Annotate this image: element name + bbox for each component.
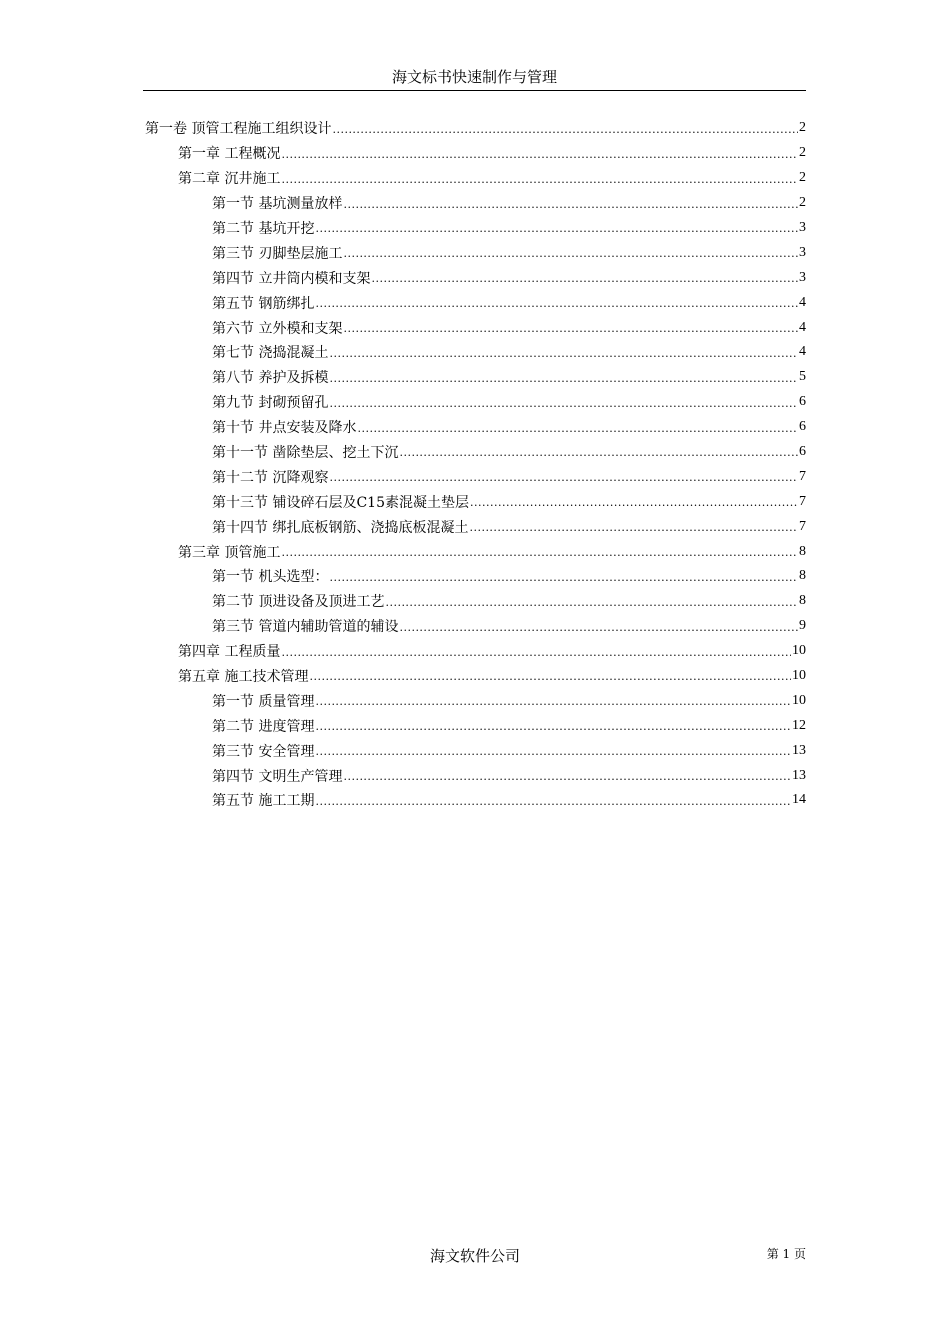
toc-entry-label: 第十三节 铺设碎石层及C15素混凝土垫层	[212, 494, 469, 511]
toc-entry-label: 第一节 基坑测量放样	[212, 196, 343, 213]
toc-leader-dots	[315, 695, 791, 713]
toc-entry-page: 2	[799, 145, 806, 161]
toc-entry-page: 13	[792, 767, 806, 783]
toc-entry-label: 第五节 施工工期	[212, 793, 315, 810]
toc-entry-label: 第十二节 沉降观察	[212, 469, 329, 486]
toc-entry-page: 4	[799, 294, 806, 310]
toc-entry[interactable]	[143, 664, 806, 689]
page-header: 海文标书快速制作与管理	[143, 66, 806, 91]
toc-entry-label: 第八节 养护及拆模	[212, 370, 329, 387]
toc-entry[interactable]	[143, 514, 806, 539]
toc-leader-dots	[371, 272, 798, 290]
toc-entry-label: 第一章 工程概况	[178, 146, 281, 163]
toc-entry[interactable]	[143, 290, 806, 315]
toc-leader-dots	[281, 148, 798, 166]
toc-entry[interactable]	[143, 464, 806, 489]
toc-entry[interactable]	[143, 539, 806, 564]
toc-leader-dots	[309, 670, 791, 688]
toc-entry-page: 9	[799, 618, 806, 634]
toc-entry-label: 第十四节 绑扎底板钢筋、浇捣底板混凝土	[212, 519, 469, 536]
toc-entry-label: 第五节 钢筋绑扎	[212, 295, 315, 312]
toc-entry[interactable]	[143, 639, 806, 664]
toc-entry[interactable]	[143, 265, 806, 290]
toc-entry[interactable]	[143, 415, 806, 440]
toc-entry[interactable]	[143, 489, 806, 514]
toc-entry[interactable]	[143, 589, 806, 614]
toc-entry[interactable]	[143, 738, 806, 763]
toc-entry-label: 第一节 质量管理	[212, 693, 315, 710]
toc-leader-dots	[469, 521, 798, 539]
toc-entry-label: 第十节 井点安装及降水	[212, 420, 357, 437]
toc-entry[interactable]	[143, 564, 806, 589]
toc-entry-page: 7	[799, 468, 806, 484]
toc-entry-page: 3	[799, 220, 806, 235]
toc-leader-dots	[315, 297, 798, 315]
toc-entry-page: 10	[792, 692, 806, 708]
toc-entry-page: 2	[799, 170, 806, 186]
toc-leader-dots	[399, 621, 798, 639]
toc-leader-dots	[281, 173, 798, 191]
toc-entry-page: 4	[799, 344, 806, 360]
toc-entry-label: 第四章 工程质量	[178, 644, 281, 661]
toc-leader-dots	[281, 646, 791, 664]
toc-entry-label: 第二节 基坑开挖	[212, 221, 315, 237]
footer-company: 海文软件公司	[429, 1247, 520, 1265]
toc-leader-dots	[343, 770, 791, 788]
toc-entry-label: 第十一节 凿除垫层、挖土下沉	[212, 445, 399, 462]
toc-entry-page: 8	[799, 568, 806, 584]
toc-entry-page: 7	[799, 493, 806, 509]
toc-leader-dots	[315, 222, 798, 240]
toc-entry-label: 第二章 沉井施工	[178, 171, 281, 188]
toc-leader-dots	[281, 546, 798, 564]
toc-entry[interactable]	[143, 141, 806, 166]
toc-entry-page: 2	[799, 195, 806, 211]
toc-entry[interactable]	[143, 166, 806, 191]
toc-entry[interactable]	[143, 713, 806, 738]
toc-leader-dots	[329, 347, 798, 365]
toc-entry[interactable]	[143, 614, 806, 639]
toc-entry-page: 10	[792, 668, 806, 684]
toc-entry[interactable]	[143, 116, 806, 141]
toc-entry-page: 7	[799, 518, 806, 534]
toc-entry-page: 12	[792, 717, 806, 733]
toc-entry-page: 5	[799, 369, 806, 385]
toc-leader-dots	[329, 397, 798, 415]
toc-entry-label: 第三章 顶管施工	[178, 544, 281, 561]
toc-leader-dots	[329, 372, 798, 390]
toc-entry-page: 4	[799, 319, 806, 335]
toc-entry-label: 第九节 封砌预留孔	[212, 395, 329, 412]
toc-entry-label: 第四节 文明生产管理	[212, 768, 343, 785]
toc-entry[interactable]	[143, 240, 806, 265]
toc-entry[interactable]	[143, 390, 806, 415]
toc-entry-page: 6	[799, 419, 806, 435]
toc-leader-dots	[315, 720, 791, 738]
toc-leader-dots	[329, 571, 798, 589]
toc-entry-page: 8	[799, 593, 806, 609]
toc-entry-label: 第七节 浇捣混凝土	[212, 345, 329, 362]
toc-leader-dots	[343, 247, 798, 265]
toc-entry[interactable]	[143, 191, 806, 216]
toc-entry-label: 第二节 进度管理	[212, 718, 315, 735]
toc-entry-page: 14	[792, 792, 806, 808]
toc-entry[interactable]	[143, 763, 806, 788]
toc-leader-dots	[332, 123, 798, 141]
toc-leader-dots	[399, 446, 798, 464]
toc-entry-page: 2	[799, 120, 806, 136]
toc-entry-page: 6	[799, 444, 806, 460]
toc-entry[interactable]	[143, 315, 806, 340]
toc-entry[interactable]	[143, 688, 806, 713]
toc-entry-label: 第五章 施工技术管理	[178, 669, 309, 686]
toc-leader-dots	[315, 795, 791, 813]
toc-entry-label: 第一卷 顶管工程施工组织设计	[145, 121, 332, 138]
toc-entry-page: 10	[792, 643, 806, 659]
toc-entry-label: 第三节 安全管理	[212, 743, 315, 760]
toc-leader-dots	[470, 496, 798, 514]
table-of-contents	[143, 116, 806, 813]
toc-entry-page: 3	[799, 269, 806, 285]
toc-entry-label: 第三节 管道内辅助管道的辅设	[212, 619, 399, 636]
toc-leader-dots	[329, 471, 798, 489]
toc-entry-label: 第二节 顶进设备及顶进工艺	[212, 594, 385, 611]
toc-entry-page: 13	[792, 742, 806, 758]
toc-entry-label: 第一节 机头选型：	[212, 569, 329, 586]
toc-entry[interactable]	[143, 340, 806, 365]
toc-leader-dots	[343, 322, 798, 340]
toc-entry[interactable]	[143, 788, 806, 813]
toc-leader-dots	[315, 745, 791, 763]
toc-entry[interactable]	[143, 216, 806, 241]
toc-entry-page: 6	[799, 394, 806, 410]
toc-entry-label: 第四节 立井筒内模和支架	[212, 270, 371, 287]
toc-leader-dots	[343, 198, 798, 216]
toc-entry[interactable]	[143, 365, 806, 390]
toc-entry-label: 第三节 刃脚垫层施工	[212, 245, 343, 262]
toc-entry-page: 3	[799, 244, 806, 260]
toc-leader-dots	[385, 596, 798, 614]
toc-entry[interactable]	[143, 440, 806, 465]
toc-leader-dots	[357, 422, 798, 440]
toc-entry-page: 8	[799, 543, 806, 559]
toc-entry-label: 第六节 立外模和支架	[212, 320, 343, 337]
footer-page-number: 第 1 页	[766, 1247, 806, 1261]
